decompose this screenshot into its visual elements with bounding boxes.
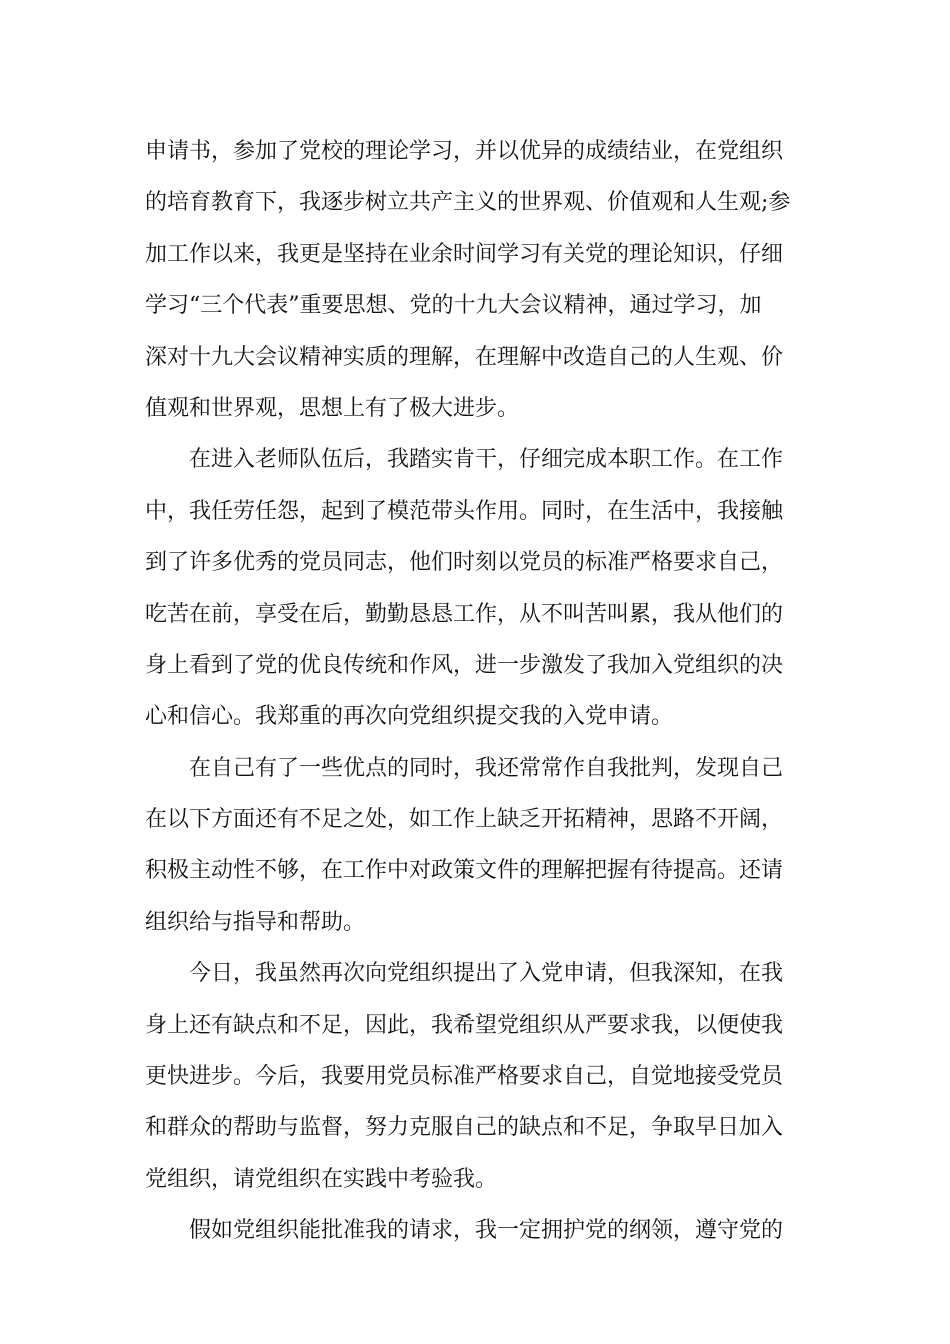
text-line: 加工作以来，我更是坚持在业余时间学习有关党的理论知识，仔细 xyxy=(145,241,784,267)
text-line: 到了许多优秀的党员同志，他们时刻以党员的标准严格要求自己， xyxy=(145,550,784,576)
text-line: 和群众的帮助与监督，努力克服自己的缺点和不足，争取早日加入 xyxy=(145,1115,784,1141)
text-line: 心和信心。我郑重的再次向党组织提交我的入党申请。 xyxy=(145,704,674,730)
text-line: 申请书，参加了党校的理论学习，并以优异的成绩结业，在党组织 xyxy=(145,139,784,164)
text-line: 学习“三个代表”重要思想、党的十九大会议精神，通过学习，加 xyxy=(145,293,762,319)
text-line: 积极主动性不够，在工作中对政策文件的理解把握有待提高。还请 xyxy=(145,858,784,884)
text-line: 深对十九大会议精神实质的理解，在理解中改造自己的人生观、价 xyxy=(145,344,784,370)
text-line: 吃苦在前，享受在后，勤勤恳恳工作，从不叫苦叫累，我从他们的 xyxy=(145,601,784,627)
text-line: 更快进步。今后，我要用党员标准严格要求自己，自觉地接受党员 xyxy=(145,1064,784,1090)
text-line: 今日，我虽然再次向党组织提出了入党申请，但我深知，在我 xyxy=(189,961,784,987)
text-line: 在以下方面还有不足之处，如工作上缺乏开拓精神，思路不开阔， xyxy=(145,807,784,833)
text-line: 组织给与指导和帮助。 xyxy=(145,909,366,935)
text-line: 身上还有缺点和不足，因此，我希望党组织从严要求我，以便使我 xyxy=(145,1012,784,1038)
text-line: 的培育教育下，我逐步树立共产主义的世界观、价值观和人生观;参 xyxy=(145,190,791,216)
document-body xyxy=(145,126,810,1257)
text-line: 值观和世界观，思想上有了极大进步。 xyxy=(145,395,520,421)
text-line: 中，我任劳任怨，起到了模范带头作用。同时，在生活中，我接触 xyxy=(145,498,784,524)
text-line: 党组织，请党组织在实践中考验我。 xyxy=(145,1166,498,1192)
text-line: 身上看到了党的优良传统和作风，进一步激发了我加入党组织的决 xyxy=(145,652,784,678)
text-line: 在自己有了一些优点的同时，我还常常作自我批判，发现自己 xyxy=(189,755,784,781)
text-line: 假如党组织能批准我的请求，我一定拥护党的纲领，遵守党的 xyxy=(189,1218,784,1244)
text-line: 在进入老师队伍后，我踏实肯干，仔细完成本职工作。在工作 xyxy=(189,447,784,473)
